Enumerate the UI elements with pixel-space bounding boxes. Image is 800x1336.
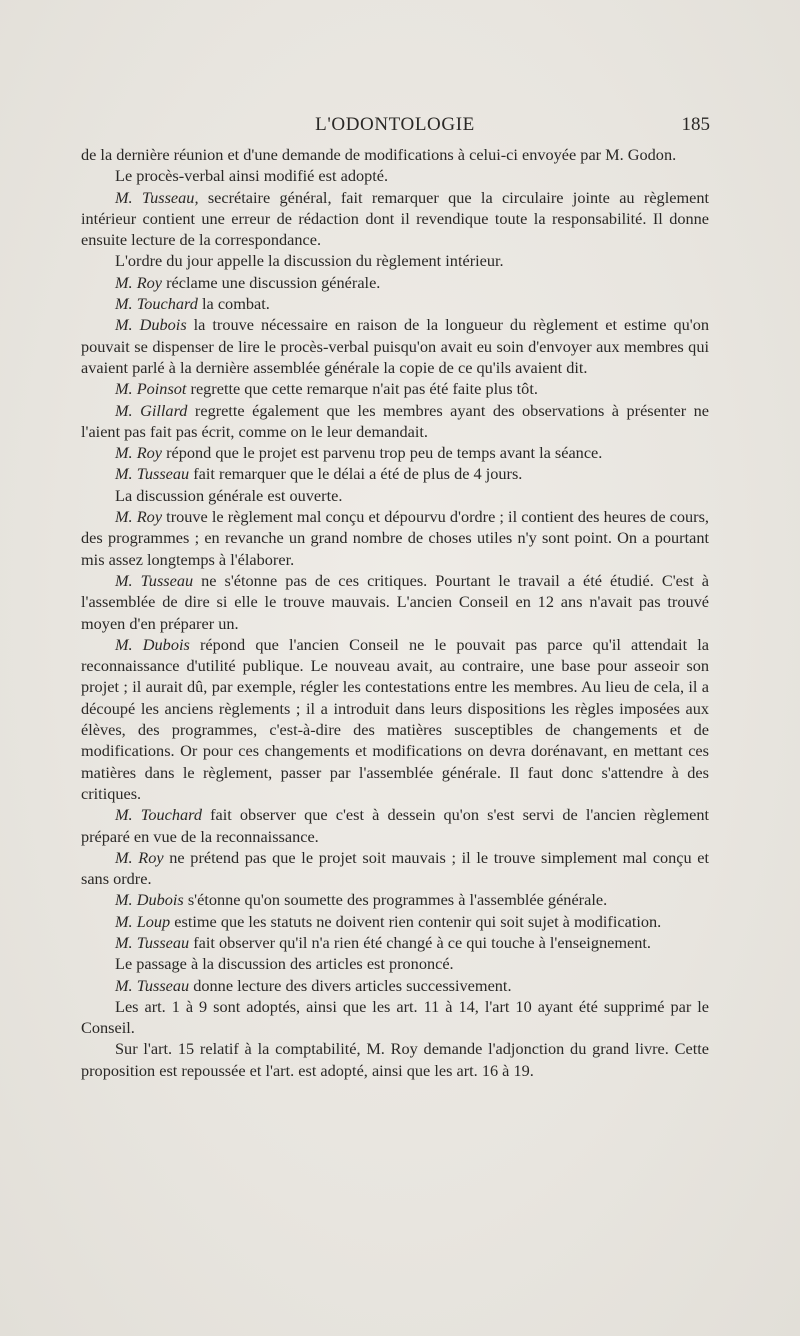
- speaker-name: M. Gillard: [115, 400, 188, 420]
- speaker-name: M. Tusseau: [115, 464, 190, 484]
- paragraph: [81, 293, 709, 314]
- paragraph: [81, 889, 709, 910]
- paragraph: [81, 485, 709, 506]
- paragraph-text: s'étonne qu'on soumette des programmes à l'assemblée générale.: [183, 890, 608, 910]
- paragraph-text: secrétaire général, fait remarquer que la circulaire jointe au règlement intérieur contient une erreur de rédaction dont il revendique toute la responsabilité. Il donne ensuite lecture de la correspondance.: [81, 187, 709, 250]
- speaker-name: M. Poinsot: [115, 379, 187, 399]
- paragraph: [81, 144, 709, 165]
- speaker-name: M. Touchard: [115, 294, 198, 314]
- paragraph-text: Sur l'art. 15 relatif à la comptabilité, M. Roy demande l'adjonction du grand livre. Cette proposition est repoussée et l'art. est adopté, ainsi que les art. 16 à 19.: [81, 1039, 709, 1080]
- paragraph: [81, 378, 709, 399]
- paragraph: [81, 314, 709, 378]
- paragraph: [81, 506, 709, 570]
- paragraph: [81, 975, 709, 996]
- paragraph-text: Le procès-verbal ainsi modifié est adopté.: [115, 166, 389, 186]
- speaker-name: M. Loup: [115, 911, 171, 931]
- paragraph: [81, 250, 709, 271]
- speaker-name: M. Roy: [115, 847, 164, 867]
- paragraph-text: La discussion générale est ouverte.: [115, 485, 343, 505]
- paragraph-text: trouve le règlement mal conçu et dépourvu d'ordre ; il contient des heures de cours, des programmes ; en revanche un grand nombre de choses utiles n'y sont point. On a pourtant mis assez longtemps à l'élaborer.: [81, 507, 709, 569]
- paragraph-text: regrette également que les membres ayant des observations à présenter ne l'aient pas fait pas écrit, comme on le leur demandait.: [81, 400, 710, 441]
- paragraph-text: Les art. 1 à 9 sont adoptés, ainsi que les art. 11 à 14, l'art 10 ayant été supprimé par le Conseil.: [81, 996, 709, 1038]
- speaker-name: M. Dubois: [115, 315, 187, 335]
- speaker-name: M. Tusseau,: [115, 187, 199, 207]
- paragraph-text: fait remarquer que le délai a été de plus de 4 jours.: [189, 464, 523, 484]
- paragraph: [81, 570, 709, 634]
- speaker-name: M. Tusseau: [115, 570, 194, 590]
- speaker-name: M. Tusseau: [115, 975, 190, 995]
- paragraph-text: ne prétend pas que le projet soit mauvais ; il le trouve simplement mal conçu et sans ordre.: [81, 847, 710, 889]
- paragraph: [81, 165, 709, 186]
- paragraph-text: estime que les statuts ne doivent rien contenir qui soit sujet à modification.: [170, 911, 662, 931]
- paragraph-text: la combat.: [197, 294, 270, 314]
- paragraph: [81, 272, 709, 293]
- paragraph: [81, 1038, 709, 1081]
- paragraph-text: réclame une discussion générale.: [162, 272, 381, 292]
- body-text: [81, 144, 709, 1081]
- paragraph: [81, 463, 709, 484]
- page-number: 185: [681, 114, 710, 135]
- paragraph-text: répond que l'ancien Conseil ne le pouvait pas parce qu'il attendait la reconnaissance d'utilité publique. Le nouveau avait, au contraire, une base pour asseoir son projet ; il aurait dû, par exemple, régler les contestations entre les membres. Au lieu de cela, il a découpé les anciens règlements ; il a introduit dans leurs dispositions les règles imposées aux élèves, des programmes, c'est-à-dire des matières susceptibles de changements et de modifications. Or pour ces changements et modifications on devra dorénavant, en mettant ces matières dans le règlement, passer par l'assemblée générale. Il faut donc s'attendre à des critiques.: [81, 634, 709, 803]
- speaker-name: M. Touchard: [115, 805, 202, 825]
- paragraph: [81, 911, 709, 932]
- speaker-name: M. Roy: [115, 272, 163, 292]
- speaker-name: M. Tusseau: [115, 932, 190, 952]
- paragraph: [81, 804, 709, 847]
- paragraph-text: la trouve nécessaire en raison de la longueur du règlement et estime qu'on pouvait se dispenser de lire le procès-verbal puisqu'on avait eu soin d'envoyer aux membres qui avaient parlé à la dernière assemblée générale la copie de ce qu'ils avaient dit.: [81, 315, 709, 377]
- paragraph-text: répond que le projet est parvenu trop peu de temps avant la séance.: [162, 443, 603, 463]
- paragraph: [81, 996, 709, 1039]
- paragraph-text: L'ordre du jour appelle la discussion du règlement intérieur.: [115, 251, 504, 271]
- paragraph: [81, 400, 709, 443]
- speaker-name: M. Roy: [115, 507, 163, 527]
- paragraph-text: fait observer que c'est à dessein qu'on s'est servi de l'ancien règlement préparé en vue de la reconnaissance.: [81, 805, 709, 846]
- running-title: L'ODONTOLOGIE: [315, 114, 475, 135]
- page-header: [80, 114, 710, 142]
- speaker-name: M. Dubois: [115, 890, 184, 910]
- paragraph-text: donne lecture des divers articles successivement.: [189, 975, 512, 995]
- paragraph: [81, 442, 709, 463]
- paragraph: [81, 932, 709, 953]
- paragraph: [81, 953, 709, 974]
- paragraph: [81, 187, 709, 251]
- paragraph-text: de la dernière réunion et d'une demande de modifications à celui-ci envoyée par M. Godon.: [81, 145, 677, 164]
- paragraph-text: fait observer qu'il n'a rien été changé à ce qui touche à l'enseignement.: [189, 932, 651, 952]
- paragraph: [81, 634, 709, 804]
- speaker-name: M. Dubois: [115, 634, 190, 654]
- paragraph-text: regrette que cette remarque n'ait pas été faite plus tôt.: [186, 379, 538, 399]
- paragraph-text: ne s'étonne pas de ces critiques. Pourtant le travail a été étudié. C'est à l'assemblée de dire si elle le trouve mauvais. L'ancien Conseil en 12 ans n'avait pas trouvé moyen d'en préparer un.: [81, 570, 709, 633]
- paragraph: [81, 847, 709, 890]
- speaker-name: M. Roy: [115, 443, 163, 463]
- paragraph-text: Le passage à la discussion des articles est prononcé.: [115, 954, 454, 974]
